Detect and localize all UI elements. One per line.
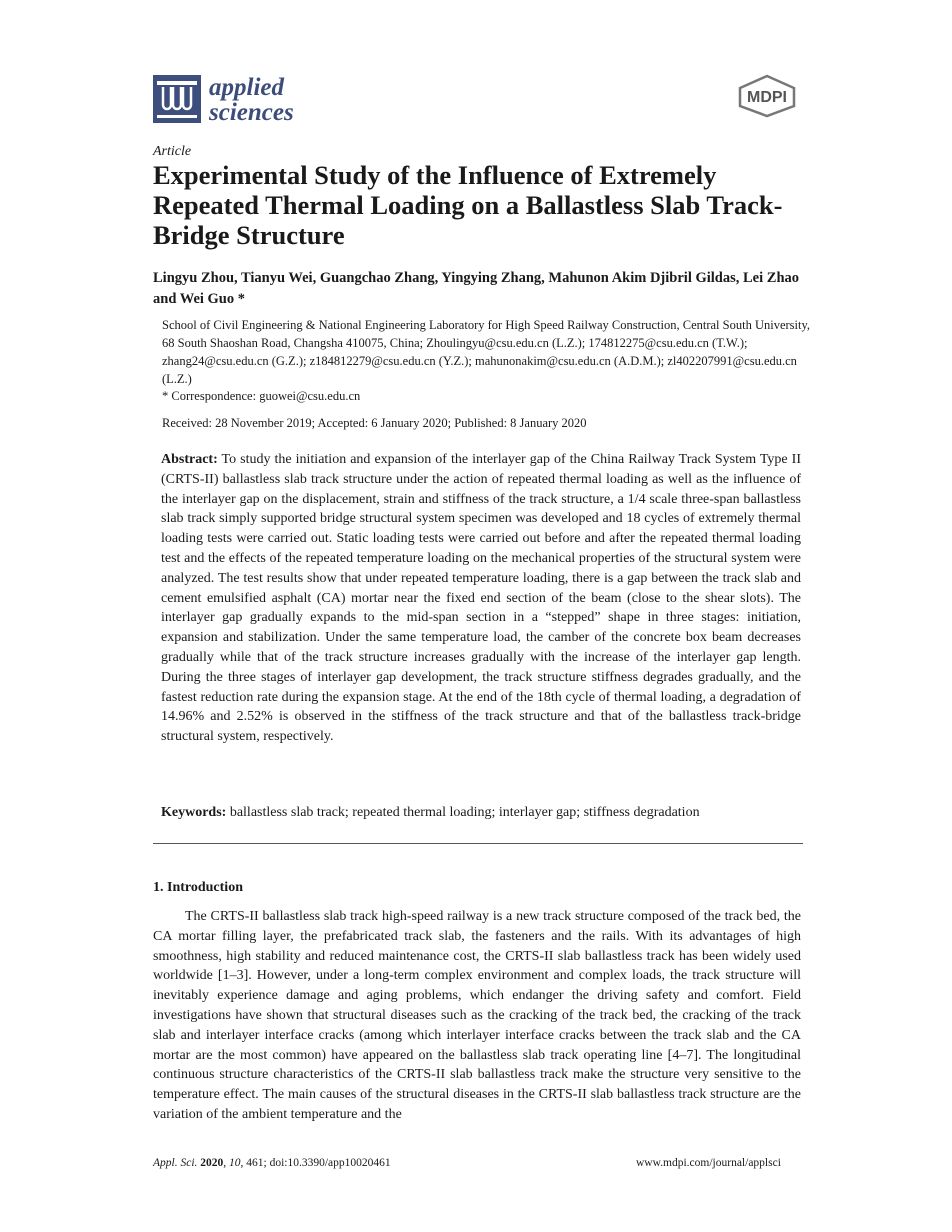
abstract — [161, 450, 801, 747]
abstract-text: To study the initiation and expansion of the interlayer gap of the China Railway Track System Type II (CRTS-II) ballastless slab track structure under the action of repeated thermal loading as well as the influence of the interlayer gap on the displacement, strain and stiffness of the track structure, a 1/4 scale three-span ballastless slab track simply supported bridge structural system specimen was developed and 18 cycles of extremely thermal loading tests were carried out. Static loading tests were carried out before and after the repeated thermal loading test and the effects of the repeated temperature loading on the mechanical properties of the structural system were analyzed. The test results show that under repeated temperature loading, there is a gap between the track slab and cement emulsified asphalt (CA) mortar near the fixed end section of the beam (close to the shear slots). The interlayer gap gradually expands to the mid-span section in a “stepped” shape in three stages: initiation, expansion and stabilization. Under the same temperature load, the camber of the concrete box beam decreases gradually while that of the track structure increases gradually with the increase of the interlayer gap length. During the three stages of interlayer gap development, the track structure stiffness degrades gradually, and the fastest reduction rate during the expansion stage. At the end of the 18th cycle of thermal loading, a degradation of 14.96% and 2.52% is observed in the stiffness of the track structure and that of the ballastless track-bridge structural system, respectively. — [161, 452, 801, 745]
publisher-name: MDPI — [747, 89, 787, 106]
citation-footer: Appl. Sci. 2020, 10, 461; doi:10.3390/app10020461 — [153, 1157, 391, 1169]
footer-journal: Appl. Sci. — [153, 1157, 198, 1169]
publisher-logo — [736, 74, 798, 118]
author-list: Lingyu Zhou, Tianyu Wei, Guangchao Zhang, Yingying Zhang, Mahunon Akim Djibril Gildas, Lei Zhao and Wei Guo * — [153, 270, 800, 307]
journal-logo — [153, 75, 313, 127]
introduction-paragraph: The CRTS-II ballastless slab track high-speed railway is a new track structure composed of the track bed, the CA mortar filling layer, the prefabricated track slab, the fasteners and the rails. With its advantages of high smoothness, high stability and reduced maintenance cost, the CRTS-II slab ballastless track has been widely used worldwide [1–3]. However, under a long-term complex environment and complex loads, the track structure will inevitably experience damage and aging problems, which endanger the driving safety and comfort. Field investigations have shown that structural diseases such as the cracking of the track bed, the cracking of the track slab and interlayer interface cracks (among which interlayer interface cracks between the track slab and the CA mortar are the most common) have appeared on the ballastless slab track operating line [4–7]. The longitudinal continuous structure characteristics of the CRTS-II slab ballastless track make the structure very sensitive to the temperature effect. The main causes of the structural diseases in the CRTS-II slab ballastless track structure are the variation of the ambient temperature and the — [153, 909, 801, 1122]
keywords-label: Keywords: — [161, 805, 227, 820]
section-divider — [153, 843, 803, 844]
article-type: Article — [153, 144, 192, 159]
article-title: Experimental Study of the Influence of Extremely Repeated Thermal Loading on a Ballastless Slab Track-Bridge Structure — [153, 160, 783, 250]
journal-name-line1: applied — [209, 74, 284, 101]
footer-volume: 10 — [229, 1157, 241, 1169]
publication-dates: Received: 28 November 2019; Accepted: 6 January 2020; Published: 8 January 2020 — [162, 416, 587, 430]
footer-year: 2020 — [200, 1157, 224, 1169]
affiliation: School of Civil Engineering & National Engineering Laboratory for High Speed Railway Construction, Central South University, 68 South Shaoshan Road, Changsha 410075, China; Zhoulingyu@csu.edu.cn (L.Z.); 174812275@csu.edu.cn (T.W.); zhang24@csu.edu.cn (G.Z.); z184812279@csu.edu.cn (Y.Z.); mahunonakim@csu.edu.cn (A.D.M.); zl402207991@csu.edu.cn (L.Z.) — [162, 318, 811, 386]
journal-url: www.mdpi.com/journal/applsci — [636, 1157, 781, 1169]
journal-name-line2: sciences — [209, 99, 294, 126]
section-heading: 1. Introduction — [153, 880, 243, 895]
journal-logo-icon — [153, 75, 201, 123]
abstract-label: Abstract: — [161, 452, 218, 467]
footer-doi: , 461; doi:10.3390/app10020461 — [240, 1157, 391, 1169]
keywords-text: ballastless slab track; repeated thermal loading; interlayer gap; stiffness degradation — [229, 805, 700, 820]
keywords — [161, 803, 801, 823]
correspondence: * Correspondence: guowei@csu.edu.cn — [162, 389, 361, 403]
